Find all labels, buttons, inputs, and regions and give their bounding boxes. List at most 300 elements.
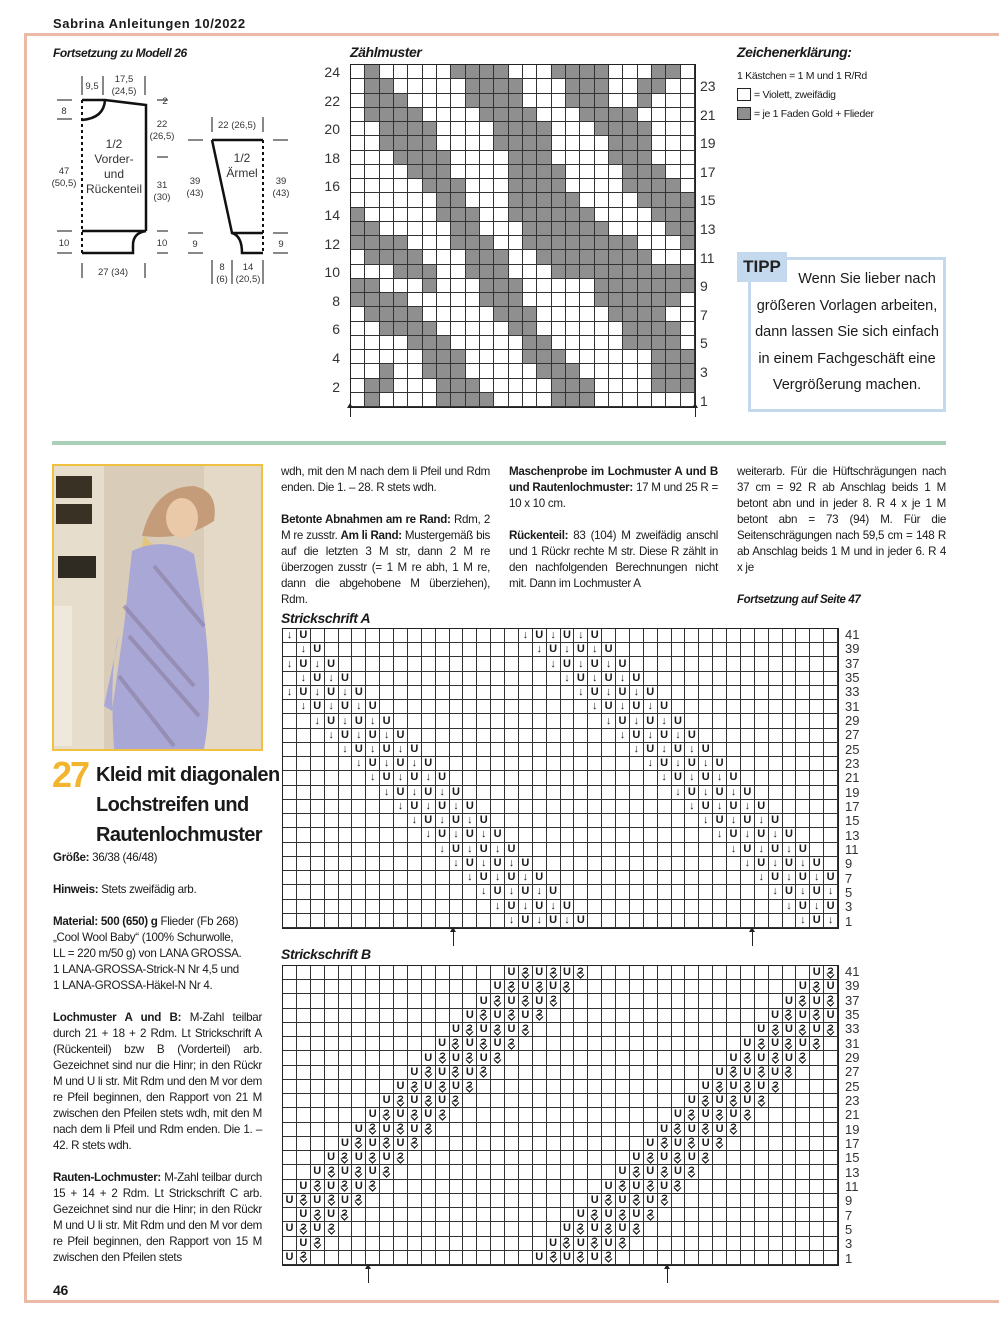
chart-cell-empty — [616, 966, 630, 980]
chart-cell-empty — [561, 686, 575, 700]
yarn-over-symbol-icon: U — [394, 1080, 408, 1094]
chart-cell-empty — [672, 871, 686, 885]
k3tog-symbol-icon — [685, 1108, 699, 1122]
chart-cell-empty — [352, 771, 366, 785]
chart-cell-empty — [588, 1108, 602, 1122]
row-label: 13 — [700, 221, 716, 237]
chart-cell-empty — [505, 828, 519, 842]
chart-cell-gray — [523, 179, 537, 193]
chart-cell-gray — [681, 364, 695, 378]
chart-cell-empty — [630, 1066, 644, 1080]
chart-cell-white — [566, 179, 580, 193]
chart-cell-gray — [437, 165, 451, 179]
chart-cell-empty — [297, 771, 311, 785]
chart-cell-empty — [547, 1151, 561, 1165]
strickschrift-b-title: Strickschrift B — [281, 946, 371, 962]
yarn-over-symbol-icon: U — [672, 1108, 686, 1122]
chart-cell-gray — [595, 122, 609, 136]
chart-cell-empty — [366, 914, 380, 928]
decrease-arrow-symbol-icon: ↓ — [422, 800, 436, 814]
chart-cell-empty — [602, 771, 616, 785]
chart-cell-gray — [652, 193, 666, 207]
chart-cell-empty — [616, 1094, 630, 1108]
yarn-over-symbol-icon: U — [339, 672, 353, 686]
chart-cell-gray — [623, 279, 637, 293]
chart-cell-empty — [380, 643, 394, 657]
chart-cell-gray — [408, 122, 422, 136]
chart-cell-empty — [450, 657, 464, 671]
chart-cell-empty — [436, 729, 450, 743]
chart-cell-gray — [638, 179, 652, 193]
chart-cell-empty — [297, 994, 311, 1008]
chart-cell-empty — [311, 914, 325, 928]
chart-cell-empty — [630, 629, 644, 643]
chart-cell-empty — [672, 1023, 686, 1037]
chart-cell-empty — [699, 1208, 713, 1222]
chart-cell-empty — [574, 1123, 588, 1137]
chart-cell-empty — [339, 757, 353, 771]
chart-cell-empty — [713, 672, 727, 686]
chart-cell-empty — [769, 1094, 783, 1108]
row-label: 1 — [700, 392, 708, 409]
chart-cell-white — [394, 193, 408, 207]
chart-cell-empty — [547, 843, 561, 857]
chart-cell-empty — [783, 1080, 797, 1094]
chart-cell-white — [466, 108, 480, 122]
bold-label: Rückenteil: — [509, 529, 569, 542]
chart-cell-empty — [408, 1194, 422, 1208]
chart-cell-white — [480, 122, 494, 136]
chart-cell-empty — [477, 966, 491, 980]
chart-cell-empty — [574, 843, 588, 857]
yarn-over-symbol-icon: U — [685, 1094, 699, 1108]
chart-cell-empty — [366, 1237, 380, 1251]
row-label: 17 — [700, 163, 716, 180]
chart-cell-empty — [741, 700, 755, 714]
yarn-over-symbol-icon: U — [644, 743, 658, 757]
yarn-over-symbol-icon: U — [477, 843, 491, 857]
chart-cell-empty — [824, 629, 838, 643]
chart-cell-empty — [339, 771, 353, 785]
chart-cell-white — [595, 179, 609, 193]
chart-cell-empty — [311, 1051, 325, 1065]
chart-cell-white — [437, 250, 451, 264]
yarn-over-symbol-icon: U — [699, 743, 713, 757]
yarn-over-symbol-icon: U — [588, 629, 602, 643]
chart-cell-empty — [672, 700, 686, 714]
chart-cell-gray — [609, 236, 623, 250]
chart-cell-empty — [491, 786, 505, 800]
chart-cell-gray — [380, 94, 394, 108]
chart-cell-empty — [380, 1180, 394, 1194]
chart-cell-empty — [547, 771, 561, 785]
chart-cell-white — [351, 364, 365, 378]
chart-cell-gray — [423, 364, 437, 378]
chart-cell-empty — [644, 771, 658, 785]
chart-cell-empty — [519, 1080, 533, 1094]
chart-cell-gray — [552, 208, 566, 222]
chart-cell-empty — [810, 1180, 824, 1194]
chart-cell-empty — [561, 1165, 575, 1179]
chart-cell-gray — [437, 179, 451, 193]
decrease-arrow-symbol-icon: ↓ — [311, 686, 325, 700]
chart-cell-gray — [623, 151, 637, 165]
chart-cell-empty — [824, 1094, 838, 1108]
chart-cell-empty — [519, 714, 533, 728]
decrease-arrow-symbol-icon: ↓ — [727, 843, 741, 857]
row-label: 37 — [845, 655, 860, 671]
chart-cell-empty — [769, 1137, 783, 1151]
chart-cell-empty — [602, 1137, 616, 1151]
chart-cell-gray — [623, 250, 637, 264]
chart-cell-empty — [713, 1165, 727, 1179]
chart-cell-empty — [783, 1094, 797, 1108]
chart-cell-empty — [685, 657, 699, 671]
chart-cell-white — [638, 108, 652, 122]
chart-cell-empty — [297, 757, 311, 771]
chart-cell-empty — [685, 686, 699, 700]
chart-cell-gray — [681, 208, 695, 222]
decrease-arrow-symbol-icon: ↓ — [450, 800, 464, 814]
chart-cell-empty — [436, 1222, 450, 1236]
chart-cell-empty — [477, 914, 491, 928]
decrease-arrow-symbol-icon: ↓ — [796, 914, 810, 928]
chart-cell-gray — [566, 364, 580, 378]
chart-cell-white — [681, 151, 695, 165]
chart-cell-empty — [339, 1023, 353, 1037]
chart-cell-empty — [699, 1251, 713, 1265]
k3tog-symbol-icon — [616, 1208, 630, 1222]
yarn-over-symbol-icon: U — [672, 1165, 686, 1179]
chart-cell-empty — [561, 1208, 575, 1222]
chart-cell-empty — [477, 686, 491, 700]
chart-cell-empty — [519, 672, 533, 686]
chart-cell-empty — [783, 1194, 797, 1208]
yarn-over-symbol-icon: U — [561, 966, 575, 980]
chart-cell-white — [552, 307, 566, 321]
yarn-over-symbol-icon: U — [561, 1222, 575, 1236]
chart-cell-empty — [810, 828, 824, 842]
chart-cell-gray — [437, 379, 451, 393]
chart-cell-empty — [408, 729, 422, 743]
zaehlmuster-chart — [350, 64, 696, 408]
chart-cell-gray — [494, 136, 508, 150]
chart-cell-white — [437, 94, 451, 108]
chart-cell-gray — [609, 293, 623, 307]
chart-cell-empty — [311, 743, 325, 757]
chart-cell-white — [365, 265, 379, 279]
chart-cell-white — [380, 151, 394, 165]
chart-cell-empty — [561, 1066, 575, 1080]
chart-cell-empty — [547, 800, 561, 814]
chart-cell-empty — [699, 871, 713, 885]
row-label: 19 — [845, 1121, 860, 1137]
chart-cell-empty — [491, 657, 505, 671]
chart-cell-gray — [523, 122, 537, 136]
decrease-arrow-symbol-icon: ↓ — [380, 729, 394, 743]
chart-cell-empty — [325, 800, 339, 814]
chart-cell-empty — [574, 1094, 588, 1108]
chart-cell-empty — [783, 914, 797, 928]
continued-note: Fortsetzung auf Seite 47 — [737, 594, 861, 606]
chart-cell-empty — [352, 828, 366, 842]
chart-cell-white — [494, 165, 508, 179]
chart-cell-empty — [824, 1194, 838, 1208]
chart-cell-empty — [394, 814, 408, 828]
chart-cell-empty — [325, 814, 339, 828]
chart-cell-empty — [477, 743, 491, 757]
k3tog-symbol-icon — [796, 994, 810, 1008]
chart-cell-empty — [602, 1080, 616, 1094]
chart-cell-empty — [325, 1023, 339, 1037]
chart-cell-gray — [394, 322, 408, 336]
chart-cell-empty — [810, 672, 824, 686]
chart-cell-white — [351, 65, 365, 79]
yarn-over-symbol-icon: U — [602, 643, 616, 657]
chart-cell-gray — [523, 208, 537, 222]
yarn-over-symbol-icon: U — [477, 871, 491, 885]
chart-cell-empty — [644, 1051, 658, 1065]
chart-cell-empty — [463, 686, 477, 700]
decrease-arrow-symbol-icon: ↓ — [769, 885, 783, 899]
chart-cell-empty — [769, 994, 783, 1008]
chart-cell-empty — [519, 743, 533, 757]
chart-cell-empty — [783, 1123, 797, 1137]
dim-label: 9 — [278, 239, 284, 250]
chart-cell-empty — [561, 1194, 575, 1208]
chart-cell-empty — [519, 1137, 533, 1151]
chart-cell-empty — [450, 1137, 464, 1151]
yarn-over-symbol-icon: U — [394, 1137, 408, 1151]
chart-cell-empty — [311, 1066, 325, 1080]
chart-cell-empty — [366, 686, 380, 700]
chart-cell-empty — [477, 786, 491, 800]
chart-cell-empty — [672, 994, 686, 1008]
chart-cell-empty — [658, 1009, 672, 1023]
chart-cell-empty — [491, 1251, 505, 1265]
yarn-over-symbol-icon: U — [311, 1222, 325, 1236]
chart-cell-gray — [466, 222, 480, 236]
decrease-arrow-symbol-icon: ↓ — [422, 828, 436, 842]
chart-cell-empty — [380, 1251, 394, 1265]
chart-cell-empty — [574, 885, 588, 899]
paragraph-text: Mustergemäß bis auf die letzten 3 M str, dann 2 M re überzogen zusstr (= 1 M re abh, 1 M re, dann die abgehobene M überziehen), Rdm. — [281, 529, 490, 606]
k3tog-symbol-icon — [741, 1080, 755, 1094]
chart-cell-empty — [380, 828, 394, 842]
chart-cell-gray — [623, 336, 637, 350]
decrease-arrow-symbol-icon: ↓ — [283, 629, 297, 643]
dim-label: 39 — [275, 176, 287, 187]
chart-cell-gray — [537, 250, 551, 264]
chart-cell-empty — [644, 1094, 658, 1108]
chart-cell-empty — [796, 1165, 810, 1179]
chart-cell-empty — [380, 1222, 394, 1236]
chart-cell-empty — [491, 814, 505, 828]
chart-cell-white — [451, 136, 465, 150]
chart-cell-empty — [602, 629, 616, 643]
chart-cell-empty — [366, 1194, 380, 1208]
chart-cell-gray — [537, 151, 551, 165]
yarn-over-symbol-icon: U — [283, 1194, 297, 1208]
yarn-over-symbol-icon: U — [380, 1123, 394, 1137]
chart-cell-empty — [380, 1066, 394, 1080]
chart-cell-gray — [638, 322, 652, 336]
chart-cell-empty — [616, 643, 630, 657]
chart-cell-empty — [672, 1208, 686, 1222]
chart-cell-empty — [727, 900, 741, 914]
yarn-over-symbol-icon: U — [463, 1009, 477, 1023]
row-label: 19 — [700, 135, 716, 152]
chart-cell-empty — [588, 828, 602, 842]
k3tog-symbol-icon — [561, 1237, 575, 1251]
chart-cell-empty — [505, 771, 519, 785]
chart-cell-empty — [810, 1151, 824, 1165]
chart-cell-white — [537, 322, 551, 336]
decrease-arrow-symbol-icon: ↓ — [602, 657, 616, 671]
chart-cell-empty — [519, 700, 533, 714]
k3tog-symbol-icon — [685, 1137, 699, 1151]
chart-cell-empty — [297, 1080, 311, 1094]
k3tog-symbol-icon — [366, 1123, 380, 1137]
k3tog-symbol-icon — [436, 1051, 450, 1065]
yarn-over-symbol-icon: U — [394, 1108, 408, 1122]
decrease-arrow-symbol-icon: ↓ — [699, 814, 713, 828]
yarn-over-symbol-icon: U — [339, 1137, 353, 1151]
chart-cell-empty — [352, 1237, 366, 1251]
chart-cell-empty — [380, 1051, 394, 1065]
chart-cell-empty — [713, 1180, 727, 1194]
chart-cell-empty — [755, 1180, 769, 1194]
chart-cell-gray — [638, 94, 652, 108]
k3tog-symbol-icon — [519, 966, 533, 980]
chart-cell-gray — [681, 350, 695, 364]
chart-cell-gray — [408, 136, 422, 150]
yarn-over-symbol-icon: U — [436, 1066, 450, 1080]
chart-cell-empty — [366, 786, 380, 800]
chart-cell-empty — [574, 800, 588, 814]
chart-cell-empty — [658, 843, 672, 857]
chart-cell-empty — [366, 814, 380, 828]
chart-cell-gray — [595, 250, 609, 264]
k3tog-symbol-icon — [505, 980, 519, 994]
chart-cell-empty — [519, 1194, 533, 1208]
chart-cell-empty — [713, 1251, 727, 1265]
chart-cell-white — [437, 236, 451, 250]
row-label: 7 — [700, 306, 708, 323]
chart-cell-empty — [547, 1194, 561, 1208]
chart-cell-empty — [699, 1037, 713, 1051]
chart-cell-empty — [699, 657, 713, 671]
chart-cell-empty — [685, 1066, 699, 1080]
yarn-over-symbol-icon: U — [325, 714, 339, 728]
chart-cell-empty — [463, 643, 477, 657]
k3tog-symbol-icon — [824, 1023, 838, 1037]
chart-cell-gray — [408, 250, 422, 264]
chart-cell-empty — [755, 729, 769, 743]
chart-cell-empty — [547, 814, 561, 828]
chart-cell-white — [480, 151, 494, 165]
chart-cell-empty — [547, 757, 561, 771]
chart-cell-empty — [519, 800, 533, 814]
chart-cell-empty — [616, 1123, 630, 1137]
yarn-over-symbol-icon: U — [533, 1251, 547, 1265]
chart-cell-empty — [824, 714, 838, 728]
row-label: 33 — [845, 684, 860, 700]
chart-cell-empty — [644, 643, 658, 657]
chart-cell-empty — [352, 900, 366, 914]
chart-cell-empty — [699, 700, 713, 714]
chart-cell-empty — [408, 1180, 422, 1194]
chart-cell-white — [408, 379, 422, 393]
chart-cell-empty — [602, 914, 616, 928]
chart-cell-empty — [783, 686, 797, 700]
yarn-over-symbol-icon: U — [366, 700, 380, 714]
chart-cell-empty — [463, 1237, 477, 1251]
chart-cell-gray — [609, 151, 623, 165]
row-label: 1 — [845, 1250, 853, 1266]
yarn-over-symbol-icon: U — [380, 1151, 394, 1165]
decrease-arrow-symbol-icon: ↓ — [380, 757, 394, 771]
chart-cell-empty — [699, 672, 713, 686]
chart-cell-white — [681, 108, 695, 122]
chart-cell-empty — [769, 1222, 783, 1236]
yarn-over-symbol-icon: U — [755, 1080, 769, 1094]
chart-cell-empty — [658, 1051, 672, 1065]
yarn-over-symbol-icon: U — [602, 1180, 616, 1194]
yarn-over-symbol-icon: U — [727, 771, 741, 785]
chart-cell-white — [365, 193, 379, 207]
chart-cell-empty — [755, 1151, 769, 1165]
chart-cell-empty — [519, 757, 533, 771]
chart-cell-empty — [450, 1208, 464, 1222]
paragraph: weiterarb. Für die Hüftschrägungen nach 37 cm = 92 R ab Anschlag beids 1 M betont abn und in jeder 8. R 4 x je 1 M betont abn = 73 (94) M. Für die Seitenschrägungen nach 59,5 cm = 148 R ab Anschlag beids 1 M und in jeder 6. R 4 x je — [737, 465, 946, 574]
yarn-over-symbol-icon: U — [547, 885, 561, 899]
chart-cell-empty — [422, 1023, 436, 1037]
chart-cell-empty — [325, 828, 339, 842]
yarn-over-symbol-icon: U — [339, 729, 353, 743]
chart-cell-white — [666, 250, 680, 264]
chart-cell-empty — [422, 1037, 436, 1051]
chart-cell-empty — [325, 1009, 339, 1023]
chart-cell-white — [552, 94, 566, 108]
decrease-arrow-symbol-icon: ↓ — [505, 857, 519, 871]
chart-cell-empty — [297, 980, 311, 994]
chart-cell-empty — [463, 1208, 477, 1222]
chart-cell-empty — [436, 1194, 450, 1208]
repeat-arrow-icon — [453, 931, 454, 946]
chart-cell-empty — [339, 1080, 353, 1094]
chart-cell-empty — [588, 1009, 602, 1023]
chart-cell-empty — [574, 980, 588, 994]
k3tog-symbol-icon — [602, 1194, 616, 1208]
decrease-arrow-symbol-icon: ↓ — [366, 771, 380, 785]
chart-cell-empty — [463, 771, 477, 785]
chart-cell-gray — [451, 393, 465, 407]
chart-cell-empty — [311, 871, 325, 885]
chart-cell-gray — [681, 379, 695, 393]
chart-cell-white — [566, 108, 580, 122]
chart-cell-empty — [450, 743, 464, 757]
yarn-over-symbol-icon: U — [463, 1066, 477, 1080]
chart-cell-white — [509, 350, 523, 364]
chart-cell-gray — [466, 379, 480, 393]
yarn-over-symbol-icon: U — [380, 771, 394, 785]
chart-cell-gray — [652, 279, 666, 293]
chart-cell-white — [595, 165, 609, 179]
yarn-over-symbol-icon: U — [769, 1037, 783, 1051]
chart-cell-empty — [588, 900, 602, 914]
decrease-arrow-symbol-icon: ↓ — [616, 672, 630, 686]
